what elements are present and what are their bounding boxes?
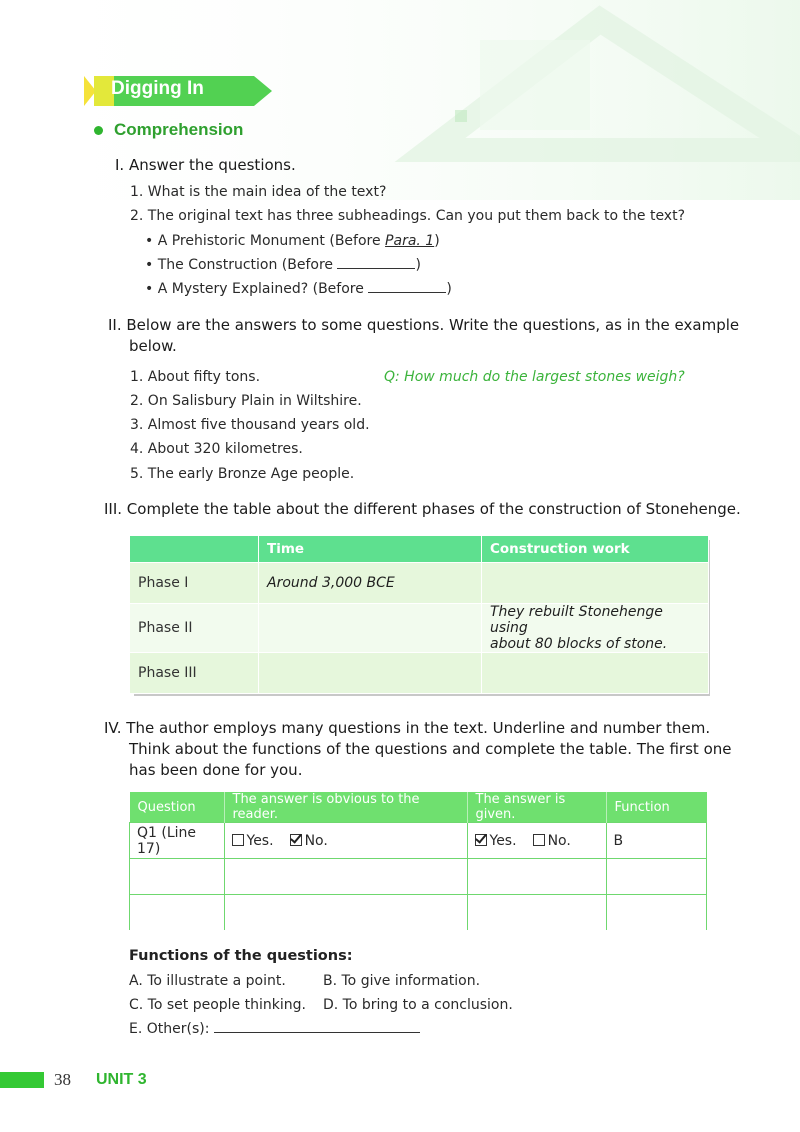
empty-cell[interactable] — [467, 859, 606, 895]
empty-cell[interactable] — [467, 895, 606, 931]
part1-heading: I. Answer the questions. — [115, 156, 296, 174]
empty-cell[interactable] — [224, 895, 467, 931]
function-option-d: D. To bring to a conclusion. — [323, 997, 513, 1013]
footer-accent-bar — [0, 1072, 44, 1088]
subsection-title: Comprehension — [114, 120, 244, 139]
qf-header-question: Question — [130, 792, 225, 823]
phase-label: Phase II — [130, 604, 259, 653]
subheading-option-2 — [145, 257, 421, 273]
page-number: 38 — [54, 1070, 71, 1089]
bullet-dot-icon — [94, 126, 103, 135]
empty-cell[interactable] — [606, 895, 707, 931]
checkbox-yes-obvious[interactable] — [232, 834, 244, 846]
phase-time[interactable] — [259, 604, 482, 653]
table-row — [130, 604, 709, 653]
paragraph-reference: Para. 1 — [385, 233, 435, 249]
subheading-option-2-prefix: • The Construction (Before — [145, 257, 338, 273]
section-banner-title: Digging In — [111, 78, 204, 99]
part4-heading-line2: Think about the functions of the questions and complete the table. The first one — [129, 740, 732, 758]
checkbox-no-given[interactable] — [533, 834, 545, 846]
phase-work[interactable] — [482, 604, 709, 653]
option-label: No. — [304, 832, 328, 849]
qf-function-cell: B — [606, 823, 707, 859]
subheading-option-1 — [145, 233, 440, 249]
qf-header-function: Function — [606, 792, 707, 823]
option-label: Yes. — [489, 832, 517, 849]
empty-cell[interactable] — [224, 859, 467, 895]
option-label: Yes. — [246, 832, 274, 849]
qf-header-given: The answer is given. — [467, 792, 606, 823]
answer-item-4: 4. About 320 kilometres. — [130, 441, 303, 457]
phase-work[interactable] — [482, 653, 709, 694]
empty-cell[interactable] — [130, 859, 225, 895]
part2-heading-line1: II. Below are the answers to some questions. Write the questions, as in the example — [108, 316, 740, 334]
subheading-option-3 — [145, 281, 452, 297]
part2-heading-line2: below. — [129, 337, 177, 355]
table-row — [130, 895, 707, 931]
qf-given-cell — [467, 823, 606, 859]
empty-cell[interactable] — [130, 895, 225, 931]
option-label: No. — [547, 832, 571, 849]
function-option-a: A. To illustrate a point. — [129, 973, 286, 989]
phases-header-blank — [130, 536, 259, 563]
part3-heading: III. Complete the table about the different phases of the construction of Stonehenge. — [104, 500, 741, 518]
phase-work-line1: They rebuilt Stonehenge using — [490, 604, 663, 636]
answer-blank[interactable] — [368, 281, 446, 293]
table-row — [130, 563, 709, 604]
part4-heading-line1: IV. The author employs many questions in the text. Underline and number them. — [104, 719, 711, 737]
empty-cell[interactable] — [606, 859, 707, 895]
function-option-e-label: E. Other(s): — [129, 1021, 210, 1037]
checkbox-no-obvious-checked[interactable] — [290, 834, 302, 846]
part1-question-2: 2. The original text has three subheadings. Can you put them back to the text? — [130, 208, 686, 224]
qf-question-cell: Q1 (Line 17) — [130, 823, 225, 859]
table-row — [130, 823, 707, 859]
part1-question-1: 1. What is the main idea of the text? — [130, 184, 387, 200]
answer-item-3: 3. Almost five thousand years old. — [130, 417, 370, 433]
unit-label: UNIT 3 — [96, 1071, 147, 1088]
phase-work-line2: about 80 blocks of stone. — [490, 636, 668, 652]
other-answer-blank[interactable] — [214, 1021, 420, 1033]
subheading-option-2-suffix: ) — [415, 257, 421, 273]
table-row — [130, 859, 707, 895]
phase-time[interactable]: Around 3,000 BCE — [259, 563, 482, 604]
function-option-e — [129, 1021, 420, 1037]
subheading-option-1-suffix: ) — [434, 233, 440, 249]
phase-time[interactable] — [259, 653, 482, 694]
phases-header-work: Construction work — [482, 536, 709, 563]
answer-item-2: 2. On Salisbury Plain in Wiltshire. — [130, 393, 362, 409]
phase-work[interactable] — [482, 563, 709, 604]
table-row — [130, 653, 709, 694]
part4-heading-line3: has been done for you. — [129, 761, 303, 779]
phase-label: Phase I — [130, 563, 259, 604]
functions-title: Functions of the questions: — [129, 948, 353, 964]
questions-function-table — [129, 792, 707, 930]
phases-table — [129, 535, 709, 694]
qf-header-obvious: The answer is obvious to the reader. — [224, 792, 467, 823]
subheading-option-3-prefix: • A Mystery Explained? (Before — [145, 281, 369, 297]
answer-blank[interactable] — [337, 257, 415, 269]
function-option-b: B. To give information. — [323, 973, 481, 989]
answer-item-1: 1. About fifty tons. — [130, 369, 261, 385]
answer-item-5: 5. The early Bronze Age people. — [130, 466, 355, 482]
phase-label: Phase III — [130, 653, 259, 694]
subheading-option-1-prefix: • A Prehistoric Monument (Before — [145, 233, 386, 249]
qf-obvious-cell — [224, 823, 467, 859]
checkbox-yes-given-checked[interactable] — [475, 834, 487, 846]
example-question: Q: How much do the largest stones weigh? — [384, 369, 685, 385]
phases-header-time: Time — [259, 536, 482, 563]
function-option-c: C. To set people thinking. — [129, 997, 306, 1013]
subheading-option-3-suffix: ) — [446, 281, 452, 297]
